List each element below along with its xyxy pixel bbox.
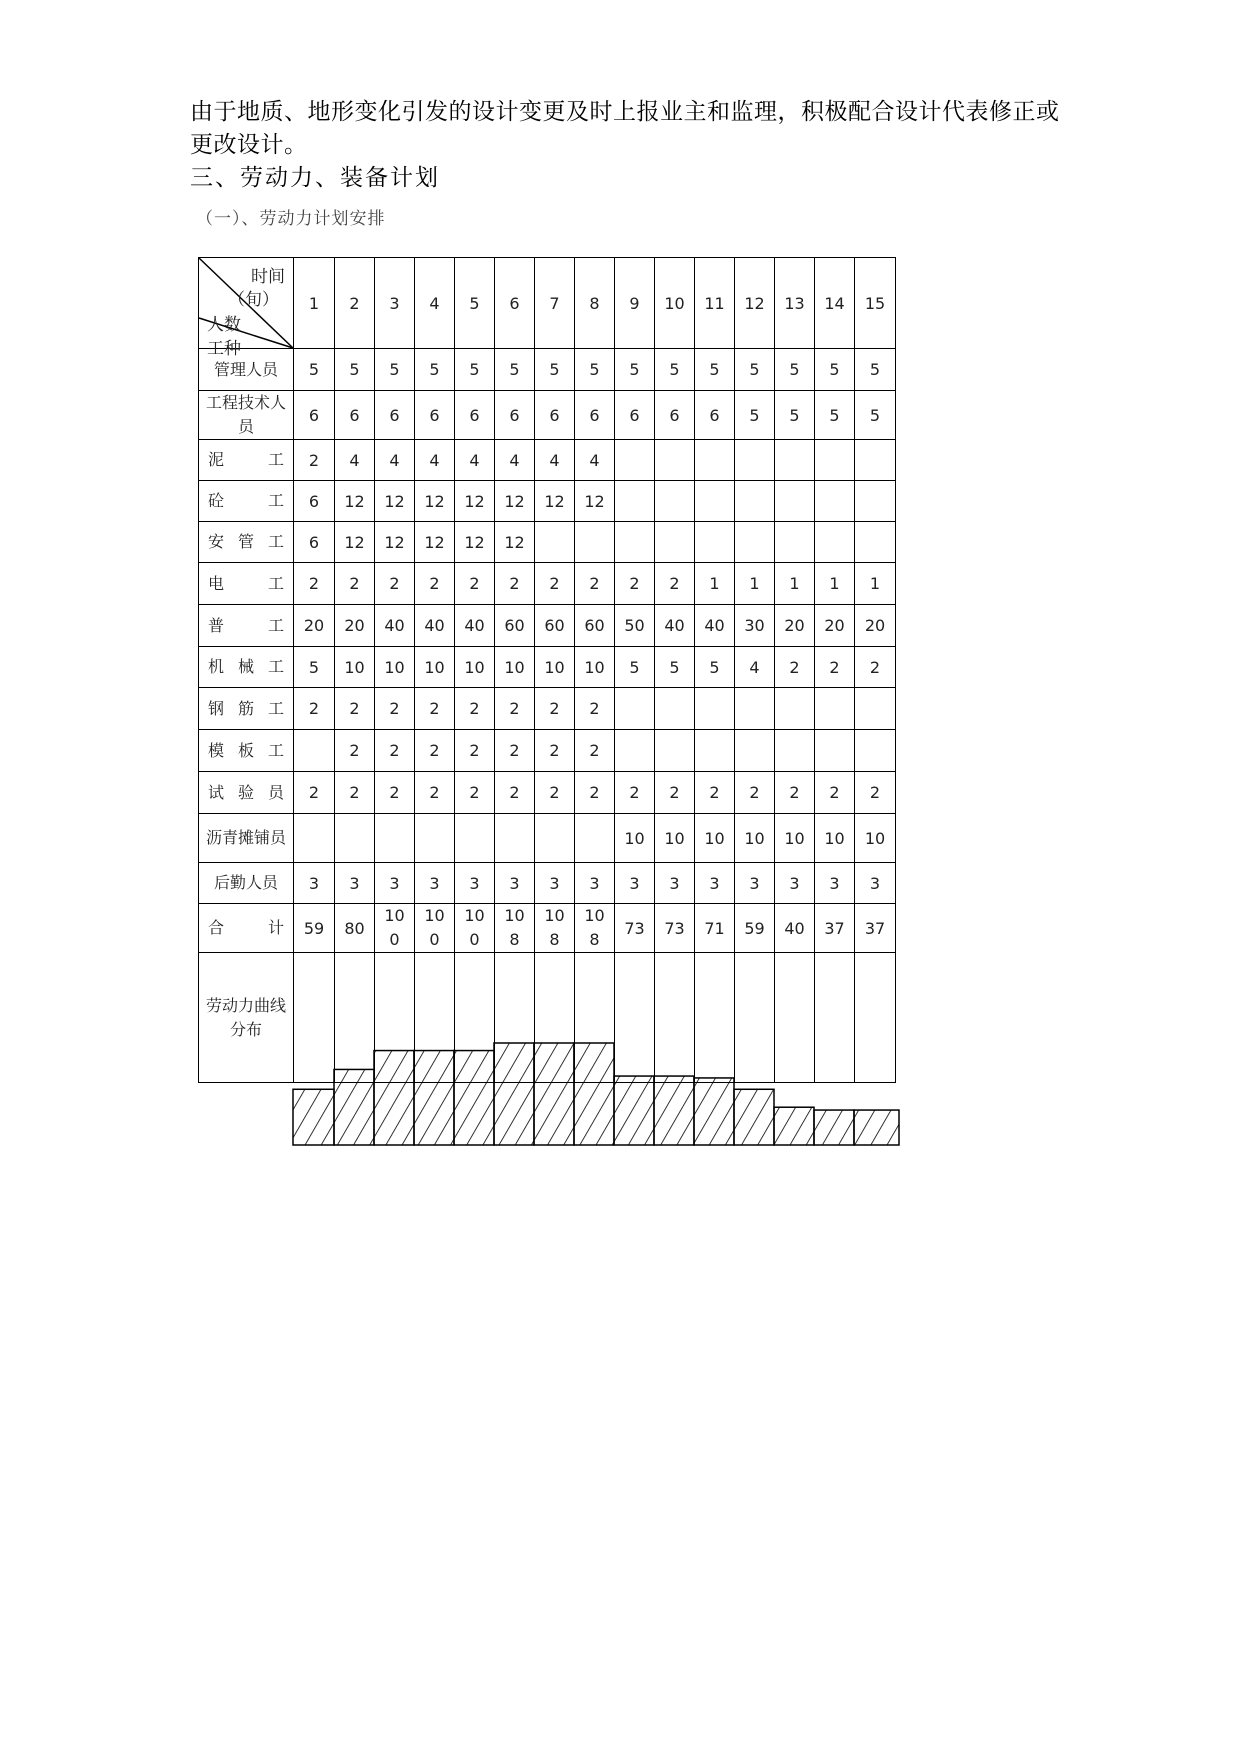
period-header: 1 bbox=[294, 258, 335, 349]
table-cell: 6 bbox=[615, 391, 655, 440]
table-cell: 80 bbox=[335, 904, 375, 953]
table-cell: 6 bbox=[535, 391, 575, 440]
table-cell: 2 bbox=[655, 563, 695, 605]
table-cell bbox=[855, 688, 896, 730]
curve-bar bbox=[454, 1051, 494, 1145]
table-cell: 12 bbox=[455, 522, 495, 563]
table-cell: 2 bbox=[735, 772, 775, 814]
table-cell: 3 bbox=[575, 863, 615, 904]
table-cell: 2 bbox=[535, 688, 575, 730]
period-header: 8 bbox=[575, 258, 615, 349]
table-cell bbox=[535, 814, 575, 863]
row-label: 砼 工 bbox=[199, 481, 294, 522]
table-cell: 5 bbox=[815, 391, 855, 440]
table-cell bbox=[735, 522, 775, 563]
table-cell: 2 bbox=[815, 647, 855, 688]
table-cell bbox=[455, 814, 495, 863]
subsection-heading: （一）、劳动力计划安排 bbox=[196, 209, 386, 229]
table-cell: 6 bbox=[294, 391, 335, 440]
table-cell: 5 bbox=[294, 647, 335, 688]
table-cell: 100 bbox=[375, 904, 415, 953]
table-cell: 20 bbox=[775, 605, 815, 647]
table-cell: 3 bbox=[775, 863, 815, 904]
table-cell: 12 bbox=[455, 481, 495, 522]
table-row bbox=[199, 563, 896, 605]
row-label: 后勤人员 bbox=[199, 863, 294, 904]
table-cell: 5 bbox=[575, 349, 615, 391]
table-cell: 10 bbox=[455, 647, 495, 688]
table-cell: 37 bbox=[815, 904, 855, 953]
table-cell: 2 bbox=[615, 772, 655, 814]
corner-unit-label: （旬） bbox=[228, 290, 279, 310]
table-cell bbox=[655, 481, 695, 522]
table-cell: 2 bbox=[415, 730, 455, 772]
table-cell bbox=[615, 522, 655, 563]
table-cell: 2 bbox=[615, 563, 655, 605]
table-cell: 10 bbox=[575, 647, 615, 688]
table-cell: 40 bbox=[375, 605, 415, 647]
table-cell bbox=[855, 522, 896, 563]
table-cell: 2 bbox=[455, 688, 495, 730]
table-cell: 20 bbox=[815, 605, 855, 647]
table-cell: 1 bbox=[855, 563, 896, 605]
table-cell: 37 bbox=[855, 904, 896, 953]
table-cell: 5 bbox=[695, 647, 735, 688]
table-cell: 10 bbox=[855, 814, 896, 863]
curve-bar bbox=[654, 1076, 694, 1145]
period-header: 11 bbox=[695, 258, 735, 349]
curve-bar bbox=[734, 1089, 774, 1145]
table-cell: 4 bbox=[495, 440, 535, 481]
table-cell: 5 bbox=[855, 349, 896, 391]
intro-paragraph: 由于地质、地形变化引发的设计变更及时上报业主和监理，积极配合设计代表修正或更改设计。 bbox=[190, 99, 1060, 158]
table-cell: 2 bbox=[535, 730, 575, 772]
table-row bbox=[199, 440, 896, 481]
curve-bar bbox=[854, 1110, 899, 1145]
table-cell bbox=[535, 522, 575, 563]
table-cell: 10 bbox=[695, 814, 735, 863]
table-cell: 2 bbox=[375, 772, 415, 814]
table-cell: 4 bbox=[535, 440, 575, 481]
table-cell: 5 bbox=[495, 349, 535, 391]
table-cell: 30 bbox=[735, 605, 775, 647]
table-cell bbox=[615, 688, 655, 730]
table-cell bbox=[375, 814, 415, 863]
table-cell: 2 bbox=[535, 563, 575, 605]
table-cell bbox=[695, 481, 735, 522]
table-cell: 5 bbox=[535, 349, 575, 391]
table-cell bbox=[735, 688, 775, 730]
row-label: 普 工 bbox=[199, 605, 294, 647]
table-cell: 40 bbox=[695, 605, 735, 647]
table-cell: 10 bbox=[775, 814, 815, 863]
table-cell bbox=[335, 814, 375, 863]
period-header: 4 bbox=[415, 258, 455, 349]
table-cell: 6 bbox=[294, 481, 335, 522]
table-cell: 2 bbox=[455, 730, 495, 772]
table-cell bbox=[775, 730, 815, 772]
table-cell: 1 bbox=[735, 563, 775, 605]
table-row bbox=[199, 647, 896, 688]
table-cell: 100 bbox=[415, 904, 455, 953]
table-cell: 3 bbox=[815, 863, 855, 904]
table-cell: 59 bbox=[735, 904, 775, 953]
curve-bar bbox=[334, 1069, 374, 1145]
table-cell: 2 bbox=[655, 772, 695, 814]
table-cell: 1 bbox=[815, 563, 855, 605]
table-cell: 12 bbox=[375, 522, 415, 563]
table-cell: 2 bbox=[575, 730, 615, 772]
table-cell: 12 bbox=[575, 481, 615, 522]
table-cell: 6 bbox=[415, 391, 455, 440]
table-cell: 2 bbox=[335, 688, 375, 730]
table-cell: 3 bbox=[695, 863, 735, 904]
table-row bbox=[199, 481, 896, 522]
table-cell: 5 bbox=[615, 647, 655, 688]
table-cell: 2 bbox=[455, 772, 495, 814]
table-cell: 108 bbox=[495, 904, 535, 953]
table-cell: 10 bbox=[415, 647, 455, 688]
labor-curve-histogram bbox=[293, 1025, 913, 1145]
table-cell: 6 bbox=[375, 391, 415, 440]
table-row bbox=[199, 772, 896, 814]
table-cell: 40 bbox=[455, 605, 495, 647]
table-cell: 40 bbox=[775, 904, 815, 953]
table-cell bbox=[855, 440, 896, 481]
table-cell: 10 bbox=[615, 814, 655, 863]
table-cell: 4 bbox=[415, 440, 455, 481]
table-cell: 59 bbox=[294, 904, 335, 953]
table-cell: 5 bbox=[735, 391, 775, 440]
period-header: 2 bbox=[335, 258, 375, 349]
table-cell: 3 bbox=[615, 863, 655, 904]
table-cell: 5 bbox=[375, 349, 415, 391]
table-cell bbox=[695, 522, 735, 563]
table-cell: 2 bbox=[294, 440, 335, 481]
table-cell: 4 bbox=[735, 647, 775, 688]
table-cell: 100 bbox=[455, 904, 495, 953]
period-header: 10 bbox=[655, 258, 695, 349]
table-cell: 3 bbox=[455, 863, 495, 904]
table-cell: 10 bbox=[335, 647, 375, 688]
table-cell: 2 bbox=[855, 647, 896, 688]
row-label: 钢筋工 bbox=[199, 688, 294, 730]
table-cell: 2 bbox=[575, 688, 615, 730]
table-cell: 12 bbox=[375, 481, 415, 522]
table-cell bbox=[615, 730, 655, 772]
table-cell: 60 bbox=[495, 605, 535, 647]
table-cell: 12 bbox=[335, 481, 375, 522]
table-cell: 5 bbox=[735, 349, 775, 391]
table-cell: 60 bbox=[575, 605, 615, 647]
table-cell bbox=[655, 440, 695, 481]
table-cell: 4 bbox=[375, 440, 415, 481]
corner-time-label: 时间 bbox=[251, 267, 285, 287]
table-cell bbox=[495, 814, 535, 863]
table-cell bbox=[575, 814, 615, 863]
row-label: 管理人员 bbox=[199, 349, 294, 391]
table-cell bbox=[294, 814, 335, 863]
table-cell: 2 bbox=[335, 772, 375, 814]
table-cell: 2 bbox=[495, 688, 535, 730]
table-cell: 6 bbox=[695, 391, 735, 440]
table-cell: 71 bbox=[695, 904, 735, 953]
table-row bbox=[199, 522, 896, 563]
table-cell: 5 bbox=[775, 391, 815, 440]
table-cell: 10 bbox=[375, 647, 415, 688]
period-header: 12 bbox=[735, 258, 775, 349]
table-cell: 10 bbox=[535, 647, 575, 688]
table-cell bbox=[775, 688, 815, 730]
table-cell: 12 bbox=[415, 481, 455, 522]
table-cell bbox=[735, 440, 775, 481]
table-cell: 2 bbox=[495, 563, 535, 605]
table-cell: 10 bbox=[815, 814, 855, 863]
curve-bar bbox=[293, 1089, 334, 1145]
table-cell: 2 bbox=[815, 772, 855, 814]
table-cell: 2 bbox=[775, 647, 815, 688]
table-cell: 6 bbox=[655, 391, 695, 440]
table-cell: 12 bbox=[415, 522, 455, 563]
table-cell: 6 bbox=[455, 391, 495, 440]
table-cell: 108 bbox=[535, 904, 575, 953]
table-cell: 3 bbox=[535, 863, 575, 904]
row-label: 机械工 bbox=[199, 647, 294, 688]
table-cell: 2 bbox=[495, 772, 535, 814]
table-cell: 2 bbox=[375, 563, 415, 605]
table-cell: 2 bbox=[415, 563, 455, 605]
table-cell: 40 bbox=[655, 605, 695, 647]
corner-people-label: 人数 bbox=[207, 315, 241, 335]
curve-label: 劳动力曲线分布 bbox=[199, 953, 294, 1083]
table-row bbox=[199, 688, 896, 730]
row-label: 泥 工 bbox=[199, 440, 294, 481]
table-cell bbox=[775, 440, 815, 481]
table-row bbox=[199, 349, 896, 391]
table-corner-header bbox=[199, 258, 294, 359]
table-cell: 3 bbox=[855, 863, 896, 904]
table-cell: 5 bbox=[855, 391, 896, 440]
table-cell bbox=[815, 481, 855, 522]
table-cell: 2 bbox=[535, 772, 575, 814]
table-cell: 10 bbox=[495, 647, 535, 688]
curve-bar bbox=[774, 1107, 814, 1145]
table-cell: 5 bbox=[455, 349, 495, 391]
table-cell: 73 bbox=[615, 904, 655, 953]
table-cell: 5 bbox=[335, 349, 375, 391]
row-label: 沥青摊铺员 bbox=[199, 814, 294, 863]
table-cell: 2 bbox=[775, 772, 815, 814]
table-row bbox=[199, 904, 896, 953]
table-cell: 12 bbox=[535, 481, 575, 522]
period-header: 6 bbox=[495, 258, 535, 349]
table-cell: 5 bbox=[655, 349, 695, 391]
table-row bbox=[199, 605, 896, 647]
table-cell: 2 bbox=[294, 688, 335, 730]
table-cell: 73 bbox=[655, 904, 695, 953]
table-cell bbox=[695, 440, 735, 481]
table-cell: 2 bbox=[375, 688, 415, 730]
table-cell bbox=[615, 481, 655, 522]
table-cell: 20 bbox=[335, 605, 375, 647]
table-cell bbox=[815, 730, 855, 772]
table-cell bbox=[695, 688, 735, 730]
table-cell: 3 bbox=[735, 863, 775, 904]
table-cell: 3 bbox=[495, 863, 535, 904]
period-header: 5 bbox=[455, 258, 495, 349]
period-header: 14 bbox=[815, 258, 855, 349]
table-cell: 2 bbox=[415, 688, 455, 730]
table-cell: 4 bbox=[335, 440, 375, 481]
table-cell: 2 bbox=[495, 730, 535, 772]
row-label: 模板工 bbox=[199, 730, 294, 772]
table-cell: 1 bbox=[695, 563, 735, 605]
table-cell: 2 bbox=[575, 563, 615, 605]
table-cell bbox=[655, 522, 695, 563]
row-label: 试验员 bbox=[199, 772, 294, 814]
table-cell: 2 bbox=[695, 772, 735, 814]
table-cell: 10 bbox=[655, 814, 695, 863]
table-cell bbox=[855, 730, 896, 772]
table-cell: 4 bbox=[575, 440, 615, 481]
table-cell: 3 bbox=[415, 863, 455, 904]
period-header: 3 bbox=[375, 258, 415, 349]
table-row bbox=[199, 863, 896, 904]
corner-trade-label: 工种 bbox=[207, 339, 241, 359]
curve-bar bbox=[494, 1043, 534, 1145]
labor-plan-table bbox=[198, 257, 896, 1083]
table-row bbox=[199, 391, 896, 440]
table-cell bbox=[855, 481, 896, 522]
table-cell: 2 bbox=[415, 772, 455, 814]
table-cell: 2 bbox=[335, 730, 375, 772]
table-cell: 5 bbox=[615, 349, 655, 391]
table-cell: 2 bbox=[294, 772, 335, 814]
curve-bar bbox=[694, 1078, 734, 1145]
period-header: 15 bbox=[855, 258, 896, 349]
period-header: 13 bbox=[775, 258, 815, 349]
table-cell: 2 bbox=[855, 772, 896, 814]
table-cell: 5 bbox=[415, 349, 455, 391]
table-cell: 12 bbox=[335, 522, 375, 563]
table-cell: 12 bbox=[495, 481, 535, 522]
table-cell: 5 bbox=[294, 349, 335, 391]
curve-bar bbox=[414, 1051, 454, 1145]
table-cell: 108 bbox=[575, 904, 615, 953]
table-cell bbox=[775, 522, 815, 563]
table-cell: 3 bbox=[375, 863, 415, 904]
table-cell: 3 bbox=[335, 863, 375, 904]
table-cell bbox=[415, 814, 455, 863]
row-label: 工程技术人员 bbox=[199, 391, 294, 440]
row-label: 合 计 bbox=[199, 904, 294, 953]
period-header: 7 bbox=[535, 258, 575, 349]
table-cell: 2 bbox=[575, 772, 615, 814]
table-cell: 20 bbox=[294, 605, 335, 647]
table-cell: 10 bbox=[735, 814, 775, 863]
table-cell bbox=[775, 481, 815, 522]
table-cell: 5 bbox=[695, 349, 735, 391]
table-row bbox=[199, 814, 896, 863]
curve-bar bbox=[614, 1076, 654, 1145]
table-cell: 50 bbox=[615, 605, 655, 647]
curve-bar bbox=[814, 1110, 854, 1145]
table-cell bbox=[615, 440, 655, 481]
table-cell bbox=[815, 688, 855, 730]
table-cell: 2 bbox=[455, 563, 495, 605]
table-cell: 3 bbox=[655, 863, 695, 904]
table-cell: 4 bbox=[455, 440, 495, 481]
table-cell: 40 bbox=[415, 605, 455, 647]
table-cell: 5 bbox=[655, 647, 695, 688]
table-cell bbox=[735, 730, 775, 772]
table-cell: 6 bbox=[294, 522, 335, 563]
table-cell bbox=[655, 688, 695, 730]
table-cell: 12 bbox=[495, 522, 535, 563]
table-cell bbox=[575, 522, 615, 563]
table-row bbox=[199, 730, 896, 772]
table-cell bbox=[815, 440, 855, 481]
table-cell: 3 bbox=[294, 863, 335, 904]
table-cell: 1 bbox=[775, 563, 815, 605]
period-header: 9 bbox=[615, 258, 655, 349]
table-cell bbox=[655, 730, 695, 772]
curve-bar bbox=[574, 1043, 614, 1145]
table-cell: 6 bbox=[495, 391, 535, 440]
curve-bar bbox=[374, 1051, 414, 1145]
table-cell: 2 bbox=[294, 563, 335, 605]
row-label: 安管工 bbox=[199, 522, 294, 563]
table-cell bbox=[815, 522, 855, 563]
row-label: 电 工 bbox=[199, 563, 294, 605]
table-cell: 2 bbox=[335, 563, 375, 605]
table-cell: 2 bbox=[375, 730, 415, 772]
table-cell: 60 bbox=[535, 605, 575, 647]
curve-bar bbox=[534, 1043, 574, 1145]
table-cell: 6 bbox=[575, 391, 615, 440]
table-cell: 20 bbox=[855, 605, 896, 647]
section-heading: 三、劳动力、装备计划 bbox=[190, 165, 440, 191]
table-cell bbox=[695, 730, 735, 772]
table-cell: 5 bbox=[815, 349, 855, 391]
table-cell: 5 bbox=[775, 349, 815, 391]
table-cell bbox=[294, 730, 335, 772]
table-cell bbox=[735, 481, 775, 522]
table-cell: 6 bbox=[335, 391, 375, 440]
